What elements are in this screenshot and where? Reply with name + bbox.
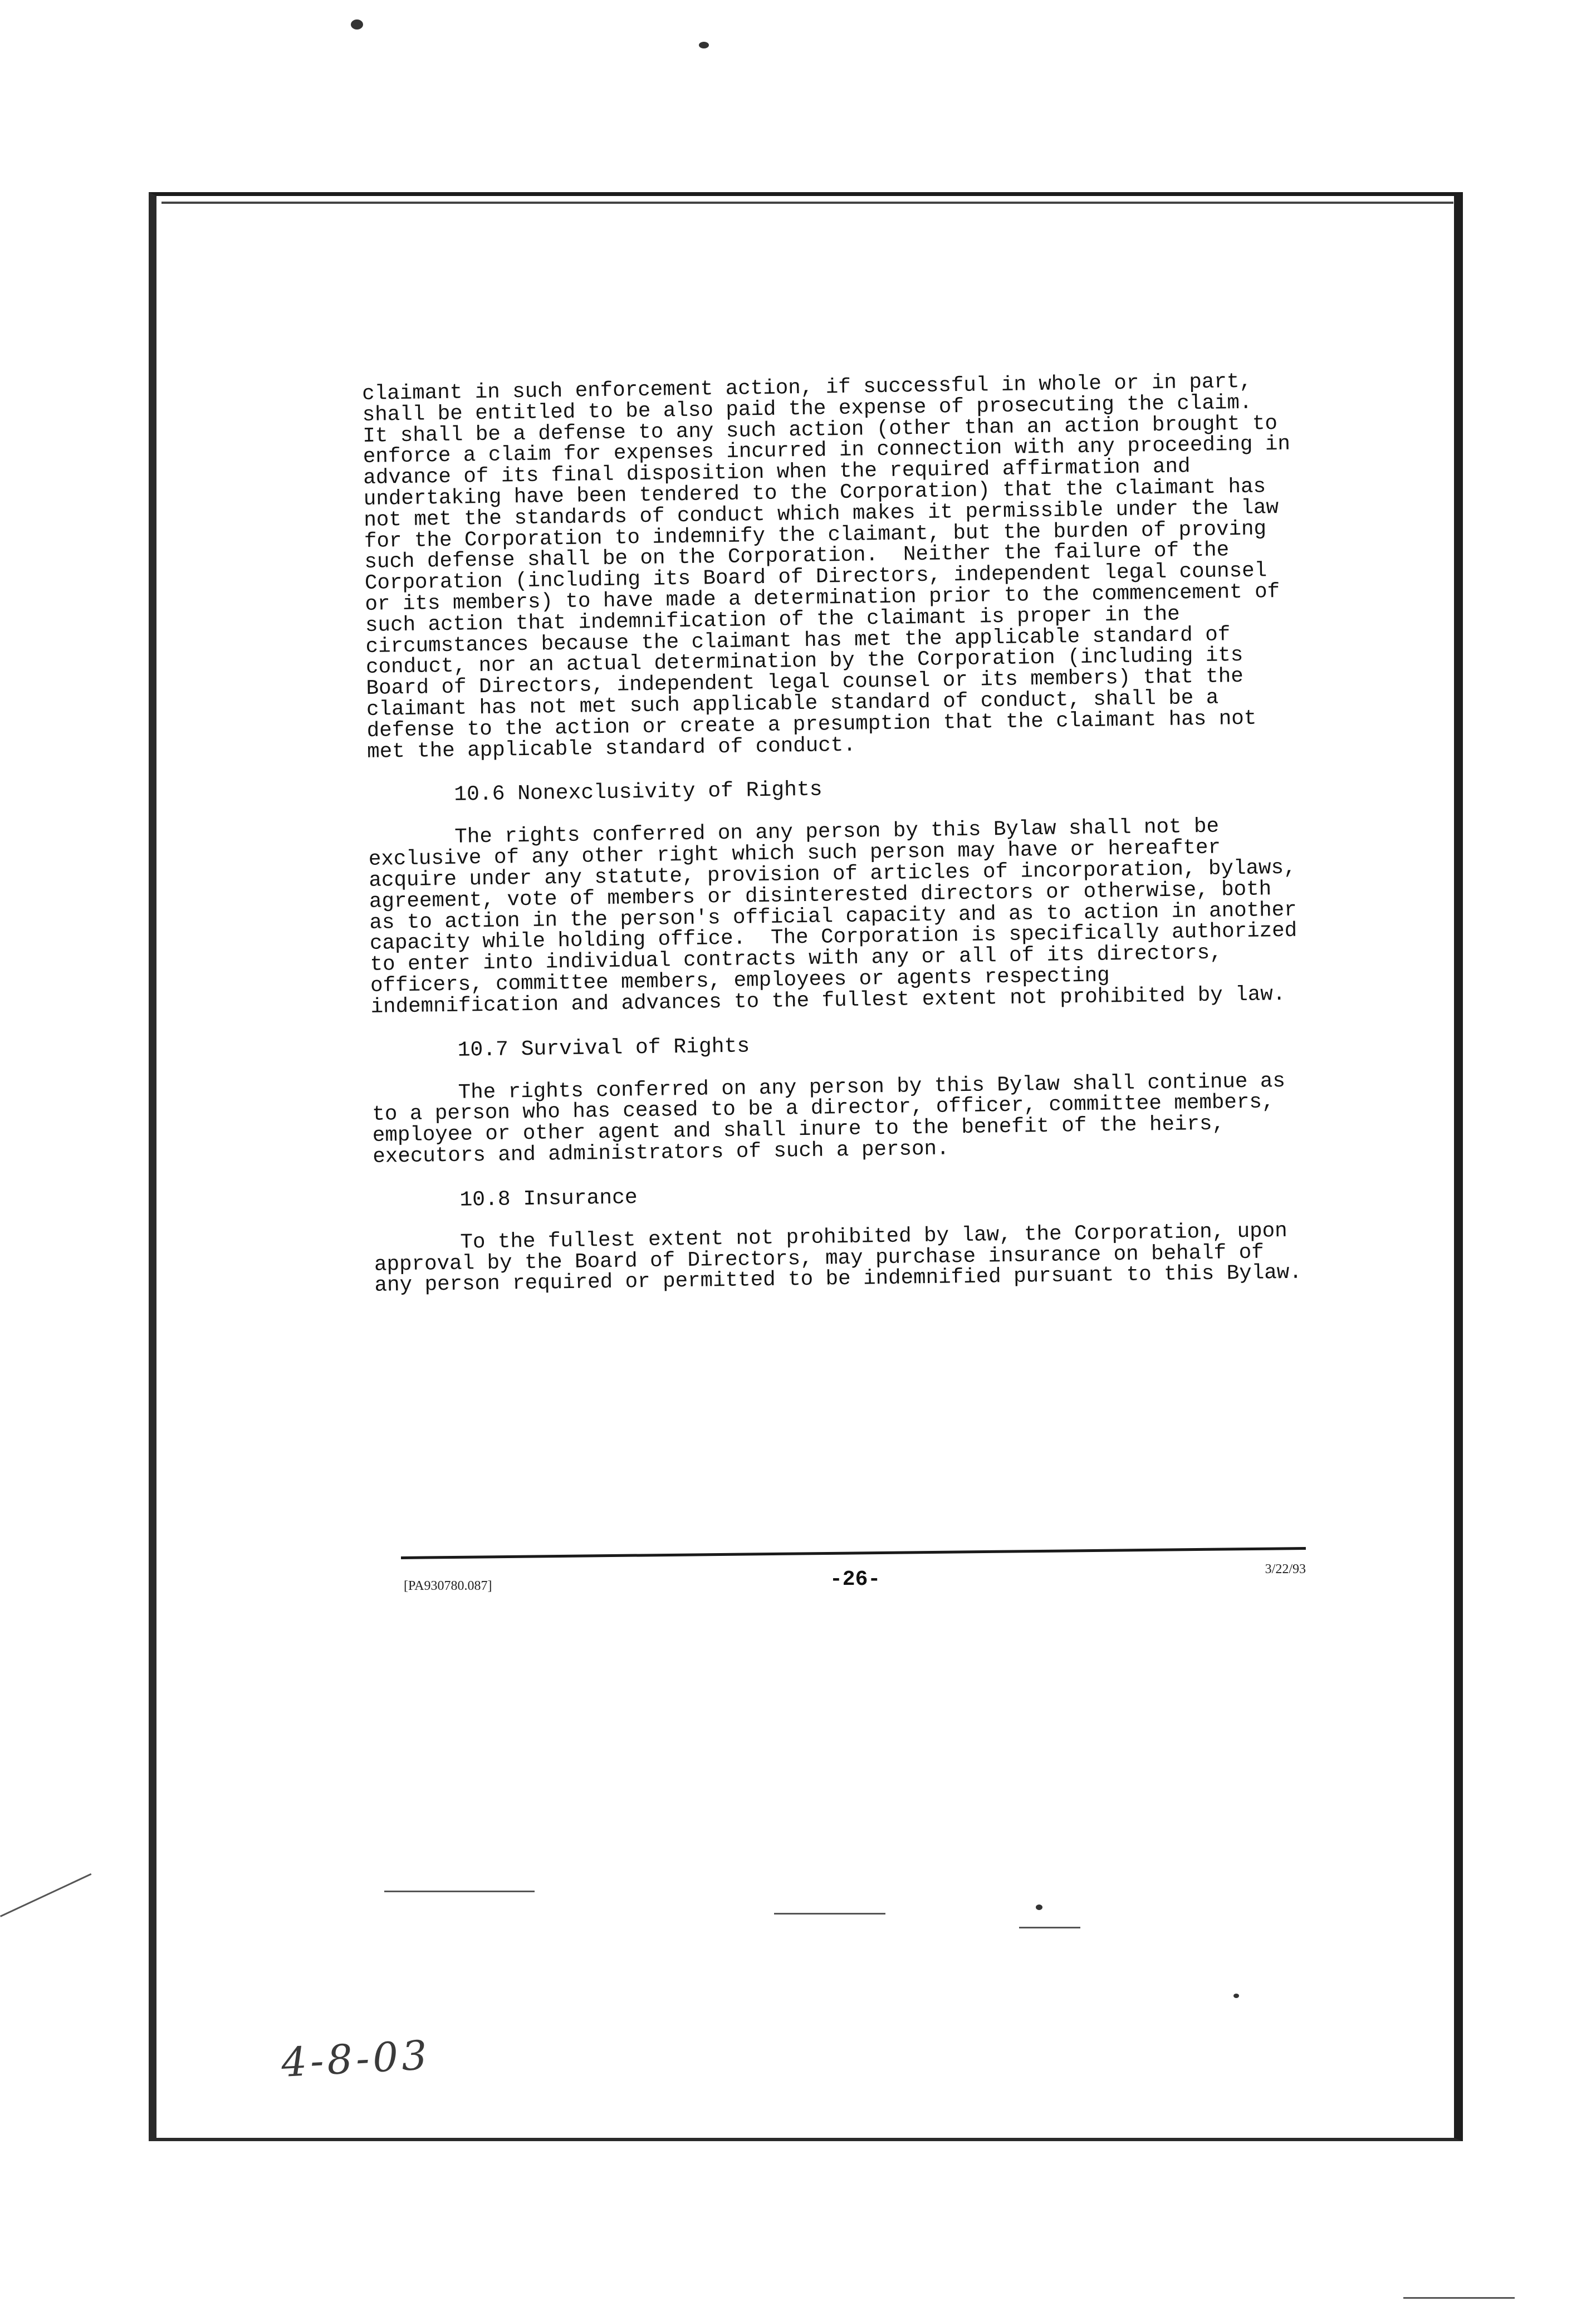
paragraph-continuation: claimant in such enforcement action, if successful in whole or in part, shall be entitled to be also paid the expense of prosecuting the claim. It shall be a defense to any such action (other than an action brought to enforce a claim for expenses incurred in connection with any proceeding in advance of its final disposition when the required affirmation and undertaking have been tendered to the Corporation) that the claimant has not met the standards of conduct which makes it permissible under the law for the Corporation to indemnify the claimant, but the burden of proving such defense shall be on the Corporation. Neither the failure of the Corporation (including its Board of Directors, independent legal counsel or its members) to have made a determination prior to the commencement of such action that indemnification of the claimant is proper in the circumstances because the claimant has met the applicable standard of conduct, nor an actual determination by the Corporation (including its Board of Directors, independent legal counsel or its members) that the claimant has not met such applicable standard of conduct, shall be a defense to the action or create a presumption that the claimant has not met the applicable standard of conduct. (361, 370, 1303, 764)
section-body-10-7: The rights conferred on any person by this Bylaw shall continue as to a person who has ceased to be a director, officer, committee members, employee or other agent and shall inure to the benefit of the heirs, executors and administrators of such a person. (372, 1069, 1298, 1169)
section-body-10-6: The rights conferred on any person by this Bylaw shall not be exclusive of any other right which such person may have or hereafter acquire under any statute, provision of articles of incorporation, bylaws, agreement, vote of members or disinterested directors or otherwise, both as to action in the person's official capacity and as to action in another capacity while holding office. The Corporation is specifically authorized to enter into individual contracts with any or all of its directors, officers, committee members, employees or agents respecting indemnification and advances to the fullest extent not prohibited by law. (368, 815, 1310, 1019)
page-number: -26- (830, 1568, 881, 1592)
page-footer (401, 1556, 1306, 1607)
section-body-10-8: To the fullest extent not prohibited by law, the Corporation, upon approval by the Board of Directors, may purchase insurance on behalf of any person required or permitted to be indemnified pursuant to this Bylaw. (374, 1219, 1303, 1298)
scan-streak (1403, 2297, 1515, 2299)
document-id: [PA930780.087] (404, 1579, 492, 1593)
handwritten-date-note: 4-8-03 (280, 2031, 432, 2086)
section-heading-10-8: 10.8 Insurance (459, 1185, 638, 1212)
scan-streak (774, 1913, 885, 1915)
scan-speck (1233, 1994, 1239, 1998)
document-body (362, 371, 1310, 1297)
scan-speck (699, 42, 709, 48)
section-heading-10-6: 10.6 Nonexclusivity of Rights (454, 777, 823, 807)
section-heading-10-7: 10.7 Survival of Rights (457, 1034, 750, 1063)
scan-speck (351, 19, 363, 30)
scan-speck (1036, 1904, 1042, 1910)
scan-streak (384, 1891, 535, 1892)
frame-top-rule (161, 202, 1453, 204)
scan-streak (1019, 1927, 1080, 1928)
footer-date: 3/22/93 (1265, 1562, 1306, 1576)
scan-streak (0, 1873, 91, 1917)
